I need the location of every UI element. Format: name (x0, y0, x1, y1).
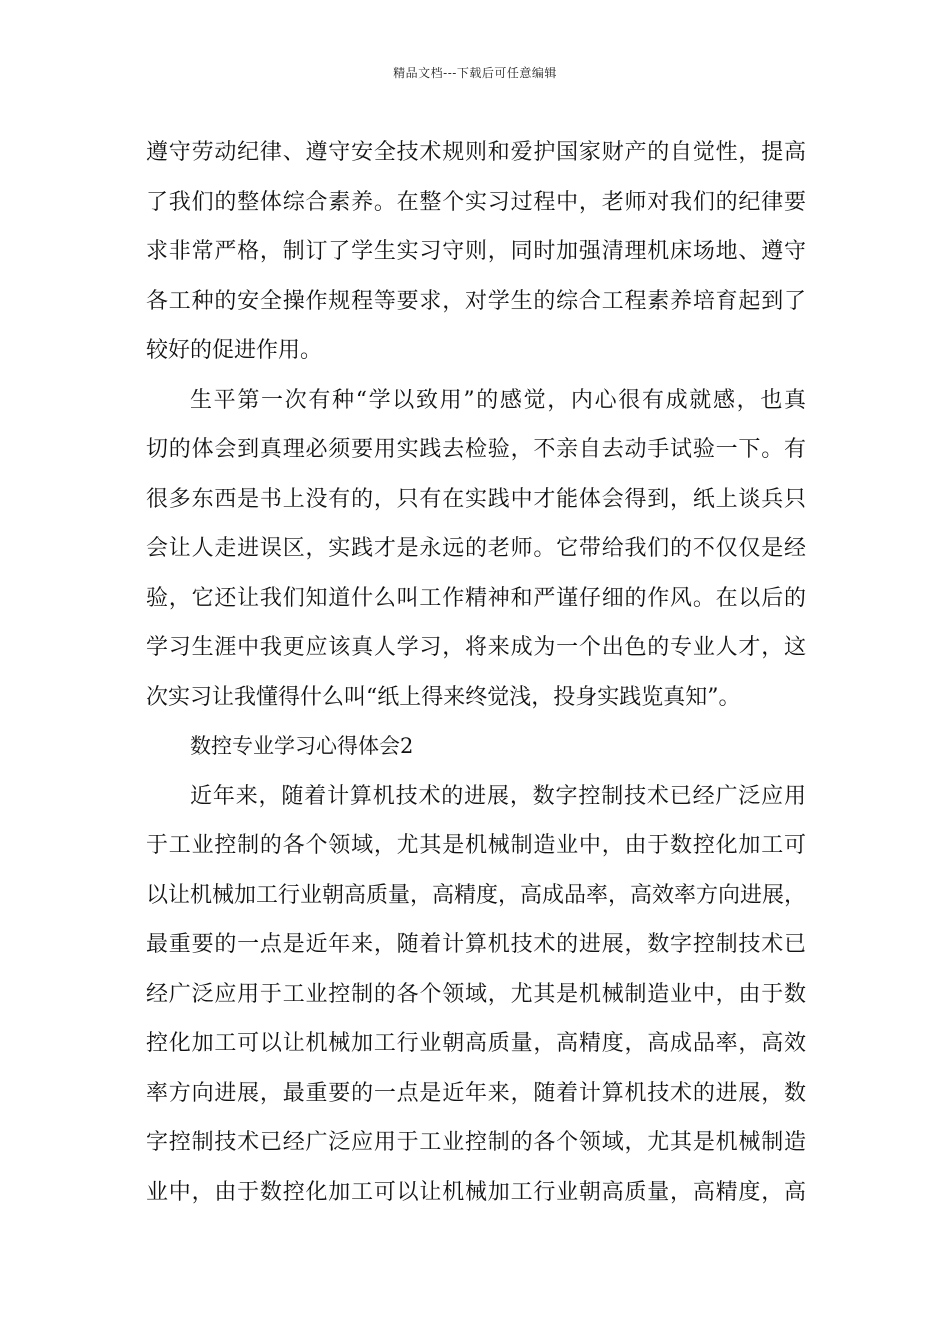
paragraph-1-line-3: 求非常严格，制订了学生实习守则，同时加强清理机床场地、遵守 (146, 239, 806, 264)
paragraph-3-line-1: 近年来，随着计算机技术的进展，数字控制技术已经广泛应用 (190, 783, 806, 809)
paragraph-3-line-6: 控化加工可以让机械加工行业朝高质量，高精度，高成品率，高效 (146, 1031, 806, 1056)
paragraph-1-line-5: 较好的促进作用。 (146, 338, 323, 363)
paragraph-1-line-1: 遵守劳动纪律、遵守安全技术规则和爱护国家财产的自觉性，提高 (146, 140, 806, 165)
paragraph-2-line-1: 生平第一次有种“学以致用”的感觉，内心很有成就感，也真 (190, 387, 806, 413)
document-body (146, 128, 806, 1217)
paragraph-3-line-5: 经广泛应用于工业控制的各个领域，尤其是机械制造业中，由于数 (146, 981, 806, 1007)
paragraph-2-line-5: 验，它还让我们知道什么叫工作精神和严谨仔细的作风。在以后的 (146, 585, 806, 611)
paragraph-2-line-6: 学习生涯中我更应该真人学习，将来成为一个出色的专业人才，这 (146, 635, 806, 660)
paragraph-2-line-2: 切的体会到真理必须要用实践去检验，不亲自去动手试验一下。有 (146, 437, 806, 462)
paragraph-3-line-8: 字控制技术已经广泛应用于工业控制的各个领域，尤其是机械制造 (146, 1130, 806, 1155)
paragraph-3-line-9: 业中，由于数控化加工可以让机械加工行业朝高质量，高精度，高 (146, 1179, 806, 1205)
paragraph-1-line-4: 各工种的安全操作规程等要求，对学生的综合工程素养培育起到了 (146, 288, 806, 314)
page-header: 精品文档---下载后可任意编辑 (393, 66, 557, 80)
paragraph-2-line-4: 会让人走进误区，实践才是永远的老师。它带给我们的不仅仅是经 (146, 536, 806, 561)
paragraph-1-line-2: 了我们的整体综合素养。在整个实习过程中，老师对我们的纪律要 (146, 189, 806, 215)
paragraph-3-line-7: 率方向进展，最重要的一点是近年来，随着计算机技术的进展，数 (146, 1080, 806, 1106)
paragraph-2-line-3: 很多东西是书上没有的，只有在实践中才能体会得到，纸上谈兵只 (146, 486, 806, 512)
paragraph-2-line-7: 次实习让我懂得什么叫“纸上得来终觉浅，投身实践览真知”。 (146, 684, 741, 710)
paragraph-3-line-4: 最重要的一点是近年来，随着计算机技术的进展，数字控制技术已 (146, 932, 806, 957)
section-heading: 数控专业学习心得体会2 (190, 734, 414, 758)
paragraph-3-line-3: 以让机械加工行业朝高质量，高精度，高成品率，高效率方向进展， (146, 882, 807, 908)
paragraph-3-line-2: 于工业控制的各个领域，尤其是机械制造业中，由于数控化加工可 (146, 833, 806, 858)
